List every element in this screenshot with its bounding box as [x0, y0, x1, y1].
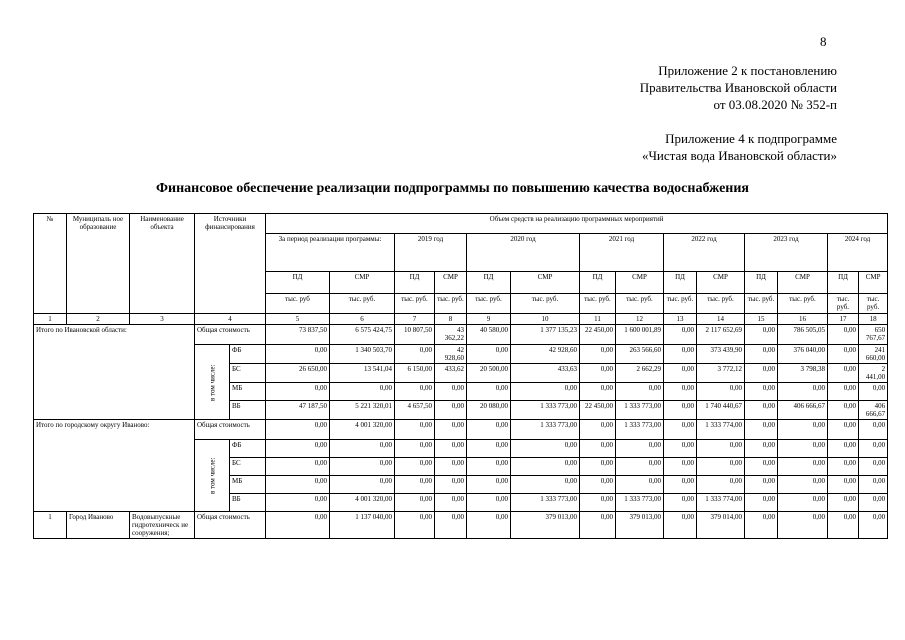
- value-cell: 0,00: [745, 401, 778, 420]
- value-cell: 373 439,90: [697, 345, 745, 364]
- value-cell: 650 767,67: [859, 325, 888, 345]
- column-number: 7: [395, 314, 435, 325]
- col-header-sub: СМР: [330, 272, 395, 294]
- value-cell: 22 450,00: [580, 401, 616, 420]
- value-cell: 0,00: [395, 383, 435, 401]
- value-cell: 0,00: [859, 383, 888, 401]
- value-cell: 0,00: [745, 420, 778, 440]
- value-cell: 0,00: [778, 458, 828, 476]
- value-cell: 0,00: [616, 476, 664, 494]
- value-cell: 0,00: [580, 512, 616, 539]
- value-cell: 1 137 040,00: [330, 512, 395, 539]
- value-cell: 42 928,60: [435, 345, 467, 364]
- value-cell: 2 662,29: [616, 364, 664, 383]
- value-cell: 0,00: [664, 420, 697, 440]
- col-header-sub: СМР: [697, 272, 745, 294]
- group-total-row: [34, 420, 888, 440]
- value-cell: 0,00: [435, 420, 467, 440]
- value-cell: 0,00: [859, 458, 888, 476]
- value-cell: 73 837,50: [266, 325, 330, 345]
- value-cell: 0,00: [745, 364, 778, 383]
- value-cell: 0,00: [828, 401, 859, 420]
- column-number: 15: [745, 314, 778, 325]
- value-cell: 0,00: [664, 325, 697, 345]
- appendix-header-2: [642, 130, 837, 164]
- value-cell: 6 150,00: [395, 364, 435, 383]
- group-total-row: [34, 325, 888, 345]
- col-header-year: 2019 год: [395, 234, 467, 272]
- header-line: Приложение 2 к постановлению: [658, 63, 837, 78]
- value-cell: 433,62: [435, 364, 467, 383]
- value-cell: 433,63: [511, 364, 580, 383]
- value-cell: 0,00: [266, 440, 330, 458]
- value-cell: 0,00: [266, 345, 330, 364]
- value-cell: 1 333 773,00: [511, 401, 580, 420]
- col-header-year: 2020 год: [467, 234, 580, 272]
- header-row: [34, 214, 888, 234]
- value-cell: 20 500,00: [467, 364, 511, 383]
- total-cost-label: Общая стоимость: [195, 420, 266, 440]
- total-cost-label: Общая стоимость: [195, 512, 266, 539]
- col-header-sub: ПД: [580, 272, 616, 294]
- col-header-unit: тыс. руб.: [697, 294, 745, 314]
- value-cell: 0,00: [616, 440, 664, 458]
- value-cell: 406 666,67: [859, 401, 888, 420]
- value-cell: 1 333 773,00: [616, 420, 664, 440]
- row-number: 1: [34, 512, 67, 539]
- document-title: Финансовое обеспечение реализации подпрограммы по повышению качества водоснабжения: [155, 181, 749, 196]
- value-cell: 6 575 424,75: [330, 325, 395, 345]
- value-cell: 0,00: [664, 364, 697, 383]
- source-label: ВБ: [230, 401, 266, 420]
- col-header-sub: СМР: [435, 272, 467, 294]
- value-cell: 0,00: [664, 383, 697, 401]
- value-cell: 0,00: [266, 476, 330, 494]
- source-label: МБ: [230, 383, 266, 401]
- col-header-unit: тыс. руб.: [664, 294, 697, 314]
- value-cell: 0,00: [580, 458, 616, 476]
- value-cell: 0,00: [664, 401, 697, 420]
- value-cell: 20 080,00: [467, 401, 511, 420]
- col-header-sub: ПД: [395, 272, 435, 294]
- column-number: 5: [266, 314, 330, 325]
- including-label: в том числе:: [195, 345, 230, 420]
- value-cell: 0,00: [828, 345, 859, 364]
- group-label: Итого по городскому округу Иваново:: [34, 420, 195, 512]
- header-line: от 03.08.2020 № 352-п: [713, 97, 837, 112]
- col-header-year: 2021 год: [580, 234, 664, 272]
- value-cell: 0,00: [745, 458, 778, 476]
- col-header-object: Наименование объекта: [130, 214, 195, 314]
- value-cell: 0,00: [580, 494, 616, 512]
- source-label: ВБ: [230, 494, 266, 512]
- value-cell: 0,00: [580, 383, 616, 401]
- appendix-header-1: [640, 62, 837, 113]
- value-cell: 0,00: [778, 383, 828, 401]
- col-header-municipality: Муниципаль ное образование: [67, 214, 130, 314]
- value-cell: 0,00: [580, 364, 616, 383]
- value-cell: 1 333 773,00: [511, 494, 580, 512]
- column-number: 18: [859, 314, 888, 325]
- value-cell: 22 450,00: [580, 325, 616, 345]
- value-cell: 1 740 440,67: [697, 401, 745, 420]
- value-cell: 376 040,00: [778, 345, 828, 364]
- col-header-unit: тыс. руб.: [859, 294, 888, 314]
- value-cell: 1 333 773,00: [616, 494, 664, 512]
- value-cell: 1 333 773,00: [511, 420, 580, 440]
- financing-table: [33, 213, 888, 539]
- value-cell: 40 580,00: [467, 325, 511, 345]
- column-number: 8: [435, 314, 467, 325]
- value-cell: 0,00: [580, 476, 616, 494]
- value-cell: 0,00: [395, 420, 435, 440]
- value-cell: 406 666,67: [778, 401, 828, 420]
- value-cell: 0,00: [266, 458, 330, 476]
- value-cell: 0,00: [467, 383, 511, 401]
- column-number: 4: [195, 314, 266, 325]
- col-header-period-total: За период реализации программы:: [266, 234, 395, 272]
- col-header-unit: тыс. руб.: [828, 294, 859, 314]
- including-label: в том числе:: [195, 440, 230, 512]
- value-cell: 0,00: [435, 476, 467, 494]
- value-cell: 0,00: [828, 440, 859, 458]
- value-cell: 0,00: [395, 345, 435, 364]
- column-number: 1: [34, 314, 67, 325]
- value-cell: 0,00: [511, 440, 580, 458]
- group-label: Итого по Ивановской области:: [34, 325, 195, 420]
- col-header-unit: тыс. руб.: [435, 294, 467, 314]
- value-cell: 0,00: [745, 345, 778, 364]
- value-cell: 0,00: [395, 494, 435, 512]
- value-cell: 0,00: [467, 440, 511, 458]
- object-row: [34, 512, 888, 539]
- col-header-year: 2022 год: [664, 234, 745, 272]
- value-cell: 0,00: [745, 494, 778, 512]
- value-cell: 0,00: [467, 420, 511, 440]
- value-cell: 0,00: [778, 420, 828, 440]
- value-cell: 10 807,50: [395, 325, 435, 345]
- source-label: ФБ: [230, 440, 266, 458]
- col-header-sub: СМР: [778, 272, 828, 294]
- value-cell: 0,00: [664, 440, 697, 458]
- col-header-unit: тыс. руб: [266, 294, 330, 314]
- col-header-unit: тыс. руб.: [778, 294, 828, 314]
- value-cell: 0,00: [511, 476, 580, 494]
- col-header-sub: ПД: [467, 272, 511, 294]
- header-line: Приложение 4 к подпрограмме: [665, 131, 837, 146]
- value-cell: 0,00: [435, 383, 467, 401]
- value-cell: 0,00: [580, 420, 616, 440]
- value-cell: 0,00: [859, 494, 888, 512]
- col-header-unit: тыс. руб.: [580, 294, 616, 314]
- column-number: 6: [330, 314, 395, 325]
- col-header-volume: Объем средств на реализацию программных мероприятий: [266, 214, 888, 234]
- col-header-sub: ПД: [828, 272, 859, 294]
- value-cell: 0,00: [697, 383, 745, 401]
- value-cell: 0,00: [778, 494, 828, 512]
- value-cell: 0,00: [467, 476, 511, 494]
- value-cell: 0,00: [697, 458, 745, 476]
- column-number: 14: [697, 314, 745, 325]
- value-cell: 0,00: [330, 476, 395, 494]
- source-label: БС: [230, 458, 266, 476]
- value-cell: 3 772,12: [697, 364, 745, 383]
- value-cell: 0,00: [828, 325, 859, 345]
- col-header-sub: СМР: [511, 272, 580, 294]
- value-cell: 0,00: [511, 383, 580, 401]
- value-cell: 4 001 320,00: [330, 420, 395, 440]
- value-cell: 0,00: [395, 476, 435, 494]
- value-cell: 0,00: [467, 512, 511, 539]
- municipality-cell: Город Иваново: [67, 512, 130, 539]
- value-cell: 0,00: [616, 383, 664, 401]
- source-label: МБ: [230, 476, 266, 494]
- total-cost-label: Общая стоимость: [195, 325, 266, 345]
- value-cell: 0,00: [511, 458, 580, 476]
- value-cell: 0,00: [266, 420, 330, 440]
- column-number: 11: [580, 314, 616, 325]
- value-cell: 0,00: [467, 494, 511, 512]
- value-cell: 0,00: [395, 512, 435, 539]
- column-number: 10: [511, 314, 580, 325]
- col-header-sub: ПД: [745, 272, 778, 294]
- value-cell: 0,00: [828, 494, 859, 512]
- source-label: ФБ: [230, 345, 266, 364]
- value-cell: 4 001 320,00: [330, 494, 395, 512]
- value-cell: 0,00: [266, 512, 330, 539]
- value-cell: 1 333 773,00: [616, 401, 664, 420]
- value-cell: 0,00: [266, 494, 330, 512]
- col-header-sub: СМР: [859, 272, 888, 294]
- value-cell: 0,00: [435, 401, 467, 420]
- value-cell: 263 566,60: [616, 345, 664, 364]
- header-line: Правительства Ивановской области: [639, 80, 837, 95]
- value-cell: 0,00: [745, 476, 778, 494]
- value-cell: 0,00: [580, 440, 616, 458]
- column-number: 2: [67, 314, 130, 325]
- col-header-no: №: [34, 214, 67, 314]
- value-cell: 1 333 774,00: [697, 494, 745, 512]
- col-header-unit: тыс. руб.: [745, 294, 778, 314]
- value-cell: 0,00: [330, 458, 395, 476]
- value-cell: 379 013,00: [616, 512, 664, 539]
- value-cell: 0,00: [828, 512, 859, 539]
- col-header-source: Источники финансирования: [195, 214, 266, 314]
- value-cell: 0,00: [778, 440, 828, 458]
- col-header-sub: ПД: [664, 272, 697, 294]
- column-number: 13: [664, 314, 697, 325]
- value-cell: 0,00: [859, 440, 888, 458]
- value-cell: 0,00: [828, 383, 859, 401]
- value-cell: 0,00: [664, 345, 697, 364]
- value-cell: 0,00: [330, 440, 395, 458]
- value-cell: 0,00: [745, 383, 778, 401]
- value-cell: 0,00: [435, 512, 467, 539]
- header-line: «Чистая вода Ивановской области»: [641, 148, 837, 163]
- value-cell: 0,00: [859, 476, 888, 494]
- value-cell: 43 362,22: [435, 325, 467, 345]
- col-header-sub: СМР: [616, 272, 664, 294]
- value-cell: 379 013,00: [511, 512, 580, 539]
- value-cell: 786 505,05: [778, 325, 828, 345]
- value-cell: 0,00: [778, 476, 828, 494]
- col-header-unit: тыс. руб.: [616, 294, 664, 314]
- col-header-year: 2024 год: [828, 234, 888, 272]
- value-cell: 0,00: [828, 420, 859, 440]
- col-header-unit: тыс. руб.: [467, 294, 511, 314]
- value-cell: 0,00: [778, 512, 828, 539]
- value-cell: 0,00: [697, 440, 745, 458]
- value-cell: 0,00: [828, 476, 859, 494]
- col-header-unit: тыс. руб.: [395, 294, 435, 314]
- value-cell: 0,00: [664, 494, 697, 512]
- value-cell: 1 333 774,00: [697, 420, 745, 440]
- column-numbers-row: [34, 314, 888, 325]
- value-cell: 2 117 652,69: [697, 325, 745, 345]
- value-cell: 241 660,00: [859, 345, 888, 364]
- value-cell: 0,00: [745, 512, 778, 539]
- value-cell: 0,00: [859, 512, 888, 539]
- value-cell: 1 340 503,70: [330, 345, 395, 364]
- value-cell: 2 441,00: [859, 364, 888, 383]
- column-number: 9: [467, 314, 511, 325]
- value-cell: 0,00: [664, 512, 697, 539]
- col-header-year: 2023 год: [745, 234, 828, 272]
- value-cell: 0,00: [395, 440, 435, 458]
- value-cell: 0,00: [580, 345, 616, 364]
- value-cell: 0,00: [467, 345, 511, 364]
- value-cell: 0,00: [664, 476, 697, 494]
- value-cell: 379 014,00: [697, 512, 745, 539]
- col-header-sub: ПД: [266, 272, 330, 294]
- col-header-unit: тыс. руб.: [330, 294, 395, 314]
- value-cell: 0,00: [745, 325, 778, 345]
- value-cell: 47 187,50: [266, 401, 330, 420]
- value-cell: 0,00: [435, 458, 467, 476]
- value-cell: 0,00: [616, 458, 664, 476]
- value-cell: 0,00: [697, 476, 745, 494]
- value-cell: 13 541,04: [330, 364, 395, 383]
- value-cell: 0,00: [435, 494, 467, 512]
- value-cell: 1 600 001,89: [616, 325, 664, 345]
- value-cell: 0,00: [828, 364, 859, 383]
- column-number: 3: [130, 314, 195, 325]
- value-cell: 0,00: [330, 383, 395, 401]
- value-cell: 0,00: [828, 458, 859, 476]
- value-cell: 3 798,38: [778, 364, 828, 383]
- value-cell: 5 221 320,01: [330, 401, 395, 420]
- source-label: БС: [230, 364, 266, 383]
- value-cell: 0,00: [395, 458, 435, 476]
- value-cell: 0,00: [435, 440, 467, 458]
- page-number: 8: [820, 34, 827, 49]
- value-cell: 0,00: [266, 383, 330, 401]
- value-cell: 26 650,00: [266, 364, 330, 383]
- value-cell: 0,00: [745, 440, 778, 458]
- value-cell: 0,00: [467, 458, 511, 476]
- value-cell: 4 657,50: [395, 401, 435, 420]
- value-cell: 0,00: [664, 458, 697, 476]
- value-cell: 1 377 135,23: [511, 325, 580, 345]
- column-number: 12: [616, 314, 664, 325]
- value-cell: 0,00: [859, 420, 888, 440]
- col-header-unit: тыс. руб.: [511, 294, 580, 314]
- object-cell: Водовыпускные гидротехническ ие сооружения;: [130, 512, 195, 539]
- value-cell: 42 928,60: [511, 345, 580, 364]
- column-number: 16: [778, 314, 828, 325]
- column-number: 17: [828, 314, 859, 325]
